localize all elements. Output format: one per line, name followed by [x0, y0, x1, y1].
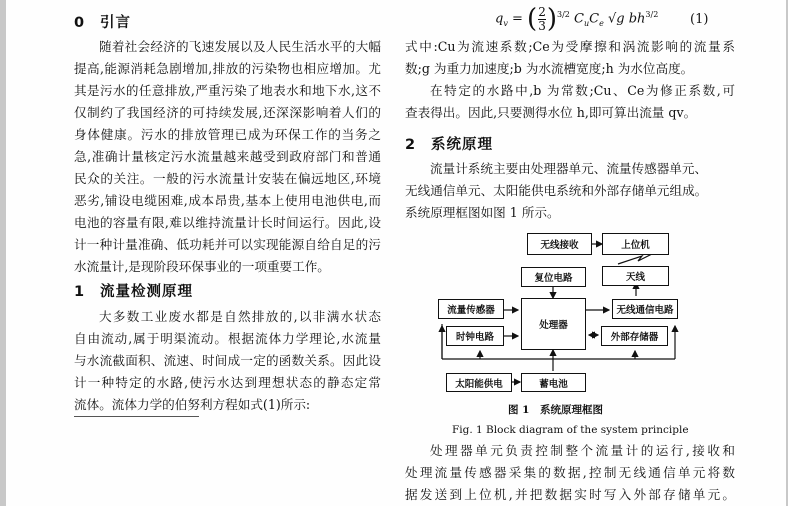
coef-c: C: [589, 11, 600, 27]
equation-number: (1): [690, 12, 709, 27]
box-wireless-comm-circuit: 无线通信电路: [612, 299, 678, 319]
fraction-denominator: 3: [538, 18, 546, 33]
flow-principle-paragraph: [74, 306, 381, 416]
box-solar-power: 太阳能供电: [446, 373, 512, 392]
text-line: 在特定的水路中,b 为常数;Cu、Ce为修正系数,可: [430, 83, 735, 98]
text-line: 式中:Cu为流速系数;Ce为受摩擦和涡流影响的流量系: [405, 39, 735, 54]
exponent: 3/2: [557, 10, 570, 20]
formula-lhs: q: [495, 11, 504, 27]
intro-paragraph: [74, 36, 381, 278]
constants-paragraph: [405, 80, 735, 124]
coef-c: C: [574, 11, 584, 27]
section-title: 引言: [100, 15, 131, 31]
footnote-rule: [74, 416, 199, 417]
figure-caption-en: Fig. 1 Block diagram of the system principle: [452, 424, 689, 436]
text-line: 仅制约了我国经济的可持续发展,还深深影响着人们的: [74, 105, 381, 120]
formula-equals: =: [512, 11, 523, 27]
box-flow-sensor: 流量传感器: [438, 299, 504, 319]
box-processor: 处理器: [521, 298, 586, 350]
equation-1: $q_v = (\frac{2}{3})^{3/2}$ $C_uC_e$ √g $bh^{3/2}$: [495, 4, 659, 34]
block-diagram: [420, 228, 720, 398]
text-line: 随着社会经济的飞速发展以及人民生活水平的大幅: [99, 39, 381, 54]
left-page-gutter: [0, 0, 6, 506]
text-line: 身体健康。污水的排放管理已成为环保工作的当务之: [74, 127, 381, 142]
fraction-numerator: 2: [538, 4, 546, 19]
sqrt-g: √g: [607, 11, 625, 27]
section-0-heading: [74, 11, 131, 32]
text-line: 据发送到上位机,并把数据实时写入外部存储单元。: [405, 487, 735, 502]
exponent: 3/2: [645, 10, 659, 20]
section-title: 系统原理: [431, 137, 493, 153]
text-line: 无线通信单元、太阳能供电系统和外部存储单元组成。: [405, 183, 708, 198]
text-line: 流体。流体力学的伯努利方程如式(1)所示:: [74, 397, 311, 412]
section-number: 0: [74, 15, 86, 31]
section-title: 流量检测原理: [100, 284, 193, 300]
definitions-paragraph: [405, 36, 735, 80]
text-line: 提高,能源消耗急剧增加,排放的污染物也相应增加。尤: [74, 61, 381, 76]
text-line: 大多数工业废水都是自然排放的,以非满水状态: [99, 309, 381, 324]
text-line: 系统原理框图如图 1 所示。: [405, 205, 560, 220]
section-2-heading: [405, 133, 493, 154]
text-line: 其是污水的任意排放,严重污染了地表水和地下水,这不: [74, 83, 381, 98]
text-line: 急,准确计量核定污水流量越来越受到政府部门和普通: [74, 149, 381, 164]
box-battery: 蓄电池: [521, 373, 586, 392]
box-external-storage: 外部存储器: [601, 326, 668, 346]
text-line: 流量计系统主要由处理器单元、流量传感器单元、: [430, 161, 708, 176]
text-line: 水流量计,是现阶段环保事业的一项重要工作。: [74, 259, 330, 274]
formula-lhs-sub: v: [503, 19, 508, 29]
system-principle-paragraph: [405, 158, 735, 224]
figure-caption-cn: 图 1 系统原理框图: [508, 404, 603, 416]
coef-sub: u: [583, 19, 590, 29]
text-line: 数;g 为重力加速度;b 为水流槽宽度;h 为水位高度。: [405, 61, 694, 76]
box-antenna: 天线: [602, 266, 669, 286]
text-line: 计一种特定的水路,使污水达到理想状态的静态定常: [74, 375, 381, 390]
box-reset-circuit: 复位电路: [521, 267, 586, 287]
section-1-heading: [74, 280, 193, 301]
text-line: 与水流截面积、流速、时间成一定的函数关系。因此设: [74, 353, 381, 368]
text-line: 计一种计量准确、低功耗并可以实现能源自给自足的污: [74, 237, 381, 252]
text-line: 自由流动,属于明渠流动。根据流体力学理论,水流量: [74, 331, 381, 346]
text-line: 电池的容量有限,难以维持流量计长时间运行。因此,设: [74, 215, 381, 230]
box-wireless-receive: 无线接收: [527, 233, 592, 255]
coef-sub: e: [599, 19, 604, 29]
box-clock-circuit: 时钟电路: [446, 326, 504, 346]
section-number: 2: [405, 137, 417, 153]
text-line: 民众的关注。一般的污水流量计安装在偏远地区,环境: [74, 171, 381, 186]
text-line: 处理流量传感器采集的数据,控制无线通信单元将数: [405, 465, 735, 480]
text-line: 处理器单元负责控制整个流量计的运行,接收和: [430, 443, 735, 458]
formula-bh: bh: [628, 11, 646, 27]
section-number: 1: [74, 284, 86, 300]
box-host-computer: 上位机: [602, 233, 669, 255]
text-line: 恶劣,铺设电缆困难,成本昂贵,基本上使用电池供电,而: [74, 193, 381, 208]
fraction: [538, 6, 546, 33]
processor-paragraph: [405, 440, 735, 506]
text-line: 查表得出。因此,只要测得水位 h,即可算出流量 qv。: [405, 105, 697, 120]
